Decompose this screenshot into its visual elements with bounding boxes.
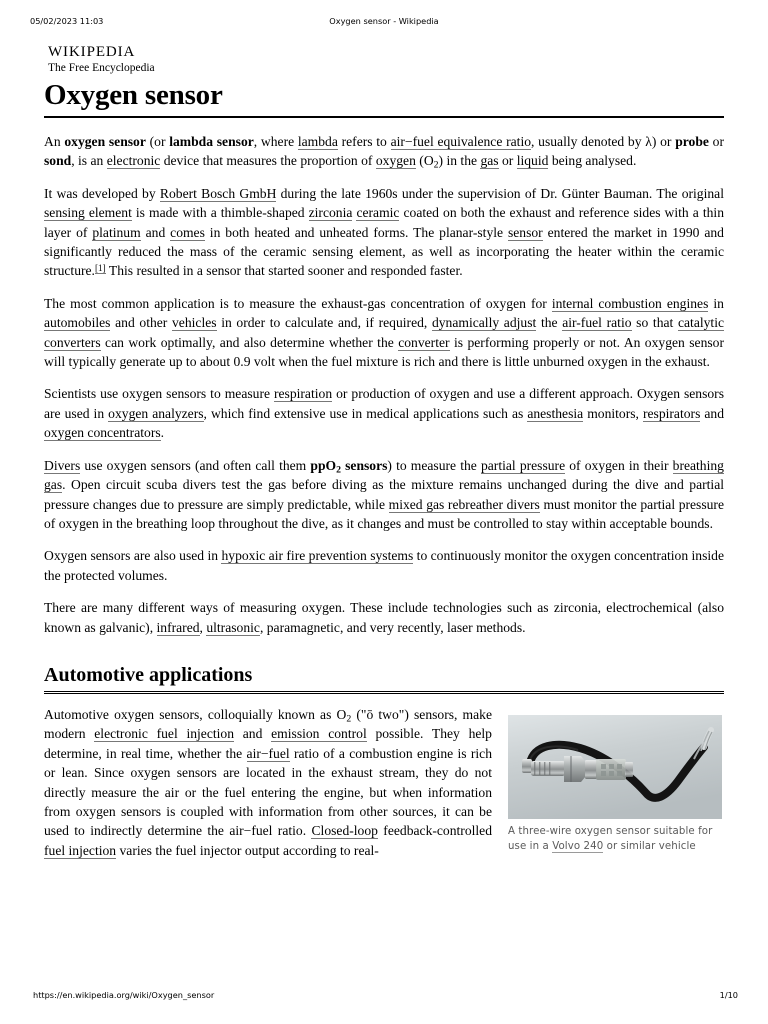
link-oxygen[interactable]: oxygen [375,153,416,169]
text-run: A three-wire oxygen sensor suitable for use in a [508,825,713,853]
text-run: feedback-controlled [377,823,492,839]
wikipedia-tagline: The Free Encyclopedia [48,62,155,74]
text-run: or similar vehicle [603,841,696,853]
text-run: refers to [337,134,391,149]
text-run: The most common application is to measure the exhaust-gas concentration of oxygen for [44,295,552,311]
paragraph-measuring-methods [44,598,724,637]
link-sensing-element[interactable]: sensing element [44,205,132,221]
text-run: An [44,134,65,149]
text-run: and [140,224,171,240]
link-air-fuel-ratio[interactable]: air-fuel ratio [562,315,632,331]
text-run: ("ō two") sensors, make modern [44,706,492,742]
text-run: to continuously monitor the oxygen concentration inside the protected volumes. [44,548,725,583]
text-run: , usually denoted by λ) or [531,134,676,149]
print-header-datetime: 05/02/2023 11:03 [30,16,104,26]
text-run: of oxygen in their [565,457,673,473]
link-ultrasonic[interactable]: ultrasonic [206,619,260,635]
text-run: is made with a thimble-shaped [131,205,309,221]
link-volvo-240[interactable]: Volvo 240 [552,841,604,853]
term-sond: sond [44,153,72,169]
text-run: ppO [310,457,337,473]
text-run: or [498,153,517,169]
print-footer-url: https://en.wikipedia.org/wiki/Oxygen_sensor [33,990,215,1000]
paragraph-scientists [44,384,724,442]
link-robert-bosch-gmbh[interactable]: Robert Bosch GmbH [159,185,277,201]
text-run: and [700,405,725,421]
link-fuel-injection[interactable]: fuel injection [44,842,117,858]
text-run: sensors [340,457,388,473]
text-run: It was developed by [44,185,160,201]
oxygen-sensor-illustration [508,715,722,819]
subscript-two: 2 [433,160,439,172]
text-run: ) to measure the [387,457,481,473]
link-vehicles[interactable]: vehicles [172,315,217,331]
text-run: Scientists use oxygen sensors to measure [44,386,274,402]
text-run: Oxygen sensors are also used in [44,548,222,564]
link-converter[interactable]: converter [398,334,450,350]
subscript-two: 2 [336,464,341,476]
link-lambda[interactable]: lambda [297,134,338,149]
link-catalytic-converters[interactable]: catalytic converters [44,315,725,350]
print-header-title: Oxygen sensor - Wikipedia [329,16,439,26]
wikipedia-logo [44,38,724,75]
text-run: coated on both the exhaust and reference sides with a thin layer of [44,205,724,240]
figure-oxygen-sensor [508,715,722,855]
text-run: is performing properly or not. An oxygen sensor will typically generate up to about 0.9 volt when the fuel mixture is rich and there is little unburned oxygen in the exhaust. [44,334,724,370]
text-run: ratio of a combustion engine is rich or lean. Since oxygen sensors are located in the exhaust stream, they do not directly measure the air or the fuel entering the engine, but when information from oxygen sensors is coupled with information from other sources, it can be used to indirectly determine the air−fuel ratio. [44,745,493,839]
paragraph-history [44,184,724,281]
term-lambda-sensor: lambda sensor [169,134,254,149]
term-oxygen-sensor: oxygen sensor [64,134,146,149]
text-run: in [708,295,724,311]
text-run: , is an [71,153,107,169]
text-run: , paramagnetic, and very recently, laser methods. [259,619,526,635]
paragraph-common-application [44,294,724,372]
oxygen-sensor-photo [508,715,722,819]
paragraph-intro [44,132,724,171]
page-title: Oxygen sensor [44,79,724,118]
text-run: in both heated and unheated forms. The planar-style [204,224,508,240]
citation-link[interactable]: [1] [94,262,106,273]
link-electronic[interactable]: electronic [106,153,161,169]
text-run: use oxygen sensors (and often call them [80,457,311,473]
link-liquid[interactable]: liquid [516,153,549,169]
link-closed-loop[interactable]: Closed-loop [311,823,378,839]
link-electronic-fuel-injection[interactable]: electronic fuel injection [94,726,235,742]
link-dynamically-adjust[interactable]: dynamically adjust [431,315,537,331]
text-run: , where [253,134,298,149]
text-run: and other [110,315,172,331]
print-footer [0,988,768,1002]
text-run: . Open circuit scuba divers test the gas before diving as the mixture remains unchanged during the dive and partial pressure changes due to pressure are simply predictable, while [44,477,724,512]
link-mixed-gas-rebreather-divers[interactable]: mixed gas rebreather divers [388,496,540,512]
text-run: device that measures the proportion of [160,153,376,169]
link-respiration[interactable]: respiration [273,386,333,402]
link-oxygen-concentrators[interactable]: oxygen concentrators [44,425,161,441]
term-probe: probe [675,134,709,149]
link-anesthesia[interactable]: anesthesia [527,405,584,421]
text-run: or [708,134,724,149]
link-respirators[interactable]: respirators [642,405,701,421]
figure-caption [508,824,722,855]
text-run: , which find extensive use in medical applications such as [203,405,528,421]
link-air-fuel-equivalence-ratio[interactable]: air−fuel equivalence ratio [390,134,532,149]
link-divers[interactable]: Divers [44,457,81,473]
link-platinum[interactable]: platinum [92,224,141,240]
text-run: This resulted in a sensor that started sooner and responded faster. [105,263,463,279]
paragraph-divers [44,456,724,534]
paragraph-hypoxic-air [44,546,724,585]
text-run: during the late 1960s under the supervision of Dr. Günter Bauman. The original [276,185,724,201]
text-run: so that [631,315,678,331]
link-automobiles[interactable]: automobiles [44,315,111,331]
text-run: varies the fuel injector output according to real- [116,842,379,858]
section-heading-automotive-applications: Automotive applications [44,663,724,694]
text-run: monitors, [583,405,643,421]
text-run: . [160,425,165,441]
article-content [44,38,724,861]
link-partial-pressure[interactable]: partial pressure [480,457,566,473]
link-ceramic[interactable]: ceramic [356,205,400,221]
text-run: ) in the [438,153,481,169]
text-run: possible. They help determine, in real time, whether the [44,726,492,761]
link-air-fuel[interactable]: air−fuel [246,745,290,761]
text-run: (O [415,153,434,169]
text-run: the [536,315,563,331]
text-run: or production of oxygen and use a different approach. Oxygen sensors are used in [44,386,724,421]
print-footer-page-number: 1/10 [719,990,738,1000]
term-ppo2-sensors [310,457,388,476]
link-hypoxic-air-fire-prevention-systems[interactable]: hypoxic air fire prevention systems [221,548,414,564]
text-run: (or [145,134,170,149]
link-breathing-gas[interactable]: breathing gas [44,457,724,493]
link-gas[interactable]: gas [480,153,499,169]
link-comes[interactable]: comes [170,224,205,240]
link-internal-combustion-engines[interactable]: internal combustion engines [551,295,709,311]
subscript-two: 2 [346,713,352,725]
text-run: entered the market in 1990 and significantly reduced the mass of the ceramic sensing element, as well as incorporating the heater within the ceramic structure. [44,224,724,279]
wikipedia-wordmark: wikipedia [48,37,136,61]
text-run: There are many different ways of measuring oxygen. These include technologies such as zirconia, electrochemical (also known as galvanic), [44,600,724,635]
text-run: and [234,726,272,742]
citation-reference-1[interactable] [95,263,106,274]
text-run: in order to calculate and, if required, [216,315,432,331]
print-header [0,14,768,28]
text-run: can work optimally, and also determine whether the [100,334,399,350]
link-zirconia[interactable]: zirconia [308,205,353,221]
automotive-section-body [44,705,724,861]
text-run: being analysed. [548,153,637,169]
text-run: must monitor the partial pressure of oxygen in the breathing loop throughout the dive, as it changes and must be controlled to stay within acceptable bounds. [44,496,724,531]
text-run: Automotive oxygen sensors, colloquially known as O [44,706,347,722]
link-oxygen-analyzers[interactable]: oxygen analyzers [108,405,204,421]
link-sensor[interactable]: sensor [507,224,543,240]
text-run: , [199,619,207,635]
link-infrared[interactable]: infrared [156,619,200,635]
link-emission-control[interactable]: emission control [271,726,367,742]
